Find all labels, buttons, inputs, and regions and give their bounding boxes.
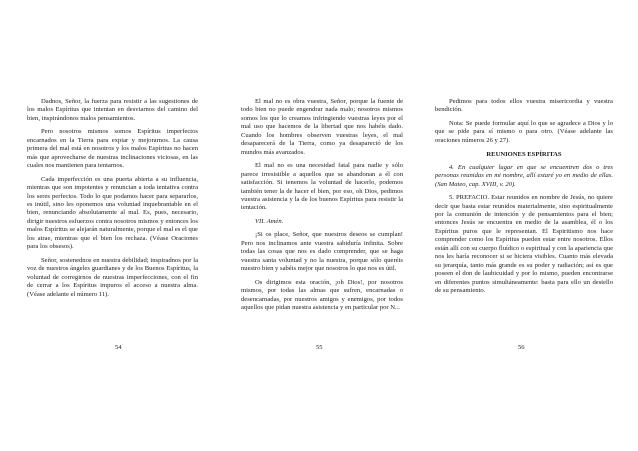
page-text-column	[435, 98, 613, 296]
paragraph: Pedimos para todos ellos vuestra misericordia y vuestra bendición.	[435, 98, 613, 114]
page-number: 55	[316, 344, 323, 351]
page-text-column	[27, 98, 198, 299]
page-text-column	[241, 98, 403, 312]
page-55	[213, 0, 425, 451]
section-heading: VII. Amén.	[255, 217, 284, 225]
quote-paragraph: 4. En cualquier lugar en que se encuentren dos o tres personas reunidas en mi nombre, allí estaré yo en medio de ellas. (San Mateo, cap. XVIII, v. 20).	[435, 163, 613, 188]
paragraph: Dadnos, Señor, la fuerza para resistir a las sugestiones de los malos Espíritus que intentan en desviarnos del camino del bien, inspirándonos malos pensamientos.	[27, 98, 198, 122]
paragraph: ¡Si os place, Señor, que nuestros deseos se cumplan! Pero nos inclinamos ante vuestra sabiduría infinita. Sobre todas las cosas que nos es dado comprender, que se haga vuestra santa voluntad y no la nuestra, porque sólo queréis nuestro bien y sabéis mejor que nosotros lo que nos es útil.	[241, 231, 403, 273]
page-number: 54	[115, 344, 122, 351]
paragraph: Pero nosotros mismos somos Espíritus imperfectos encarnados en la Tierra para expiar y mejorarnos. La causa primera del mal está en nosotros y los malos Espíritus no hacen más que aprovecharse de nuestras inclinaciones viciosas, en las cuales nos mantienen para tentarnos.	[27, 128, 198, 170]
section-heading: REUNIONES ESPÍRITAS	[486, 151, 562, 159]
paragraph: El mal no es obra vuestra, Señor, porque la fuente de todo bien no puede engendrar nada malo; nosotros mismos somos los que lo creamos infringiendo vuestras leyes por el mal uso que hacemos de la libertad que nos habéis dado. Cuando los hombres observen vuestras leyes, el mal desaparecerá de la Tierra, como ya desapareció de los mundos más avanzados.	[241, 98, 403, 156]
page-54	[0, 0, 213, 451]
paragraph: El mal no es una necesidad fatal para nadie y sólo parece irresistible a aquellos que se abandonan a él con satisfacción. Si tenemos la voluntad de hacerlo, podemos también tener la de hacer el bien, por eso, oh Dios, pedimos vuestra asistencia y la de los buenos Espíritus para resistir la tentación.	[241, 162, 403, 212]
paragraph: Señor, sostenednos en nuestra debilidad; inspiradnos por la voz de nuestros ángeles guardianes y de los Buenos Espíritus, la voluntad de corregirnos de nuestras imperfecciones, con el fin de cerrar a los Espíritus impuros el acceso a nuestra alma. (Véase adelante el número 11).	[27, 256, 198, 298]
paragraph: Cada imperfección es una puerta abierta a su influencia, mientras que son impotentes y renuncian a toda tentativa contra los seres perfectos. Todo lo que podamos hacer para separarlos, es inútil, sino les oponemos una voluntad inquebrantable en el bien, renunciando absolutamente al mal. Es, pues, necesario, dirigir nuestros esfuerzos contra nosotros mismos y entonces los malos Espíritus se alejarán naturalmente, porque el mal es el que los atrae, mientras que el bien los rechaza. (Véase Oraciones para los obsesos).	[27, 175, 198, 251]
page-56	[425, 0, 638, 451]
paragraph: Os dirigimos esta oración, ¡oh Dios!, por nosotros mismos, por todas las almas que sufren, encarnadas o desencarnadas, por nuestros amigos y enemigos, por todos aquellos que pidan nuestra asistencia y en particular por N...	[241, 278, 403, 311]
paragraph: 5. PREFACIO. Estar reunidos en nombre de Jesús, no quiere decir que basta estar reunidos materialmente, sino espiritualmente por la comunión de intención y de pensamientos para el bien; entonces Jesús se encuentra en medio de la asamblea, él o los Espíritus puros que le representan. El Espiritismo nos hace comprender como los Espíritus pueden estar entre nosotros. Ellos están allí con su cuerpo fluídico o espiritual y con la apariencia que nos les haría reconocer si se hiciera visibles. Cuanto más elevada su jerarquía, tanto más grande es su poder y radiación; así es que poseen el don de laubicuidad y por lo mismo, pueden encontrarse en diferentes puntos simultáneamente: basta para ello un destello de su pensamiento.	[435, 194, 613, 295]
page-number: 56	[518, 344, 525, 351]
note-paragraph: Nota: Se puede formular aquí lo que se agradece a Dios y lo que se pide para sí mismo o para otro. (Véase adelante las oraciones números 26 y 27).	[435, 119, 613, 144]
